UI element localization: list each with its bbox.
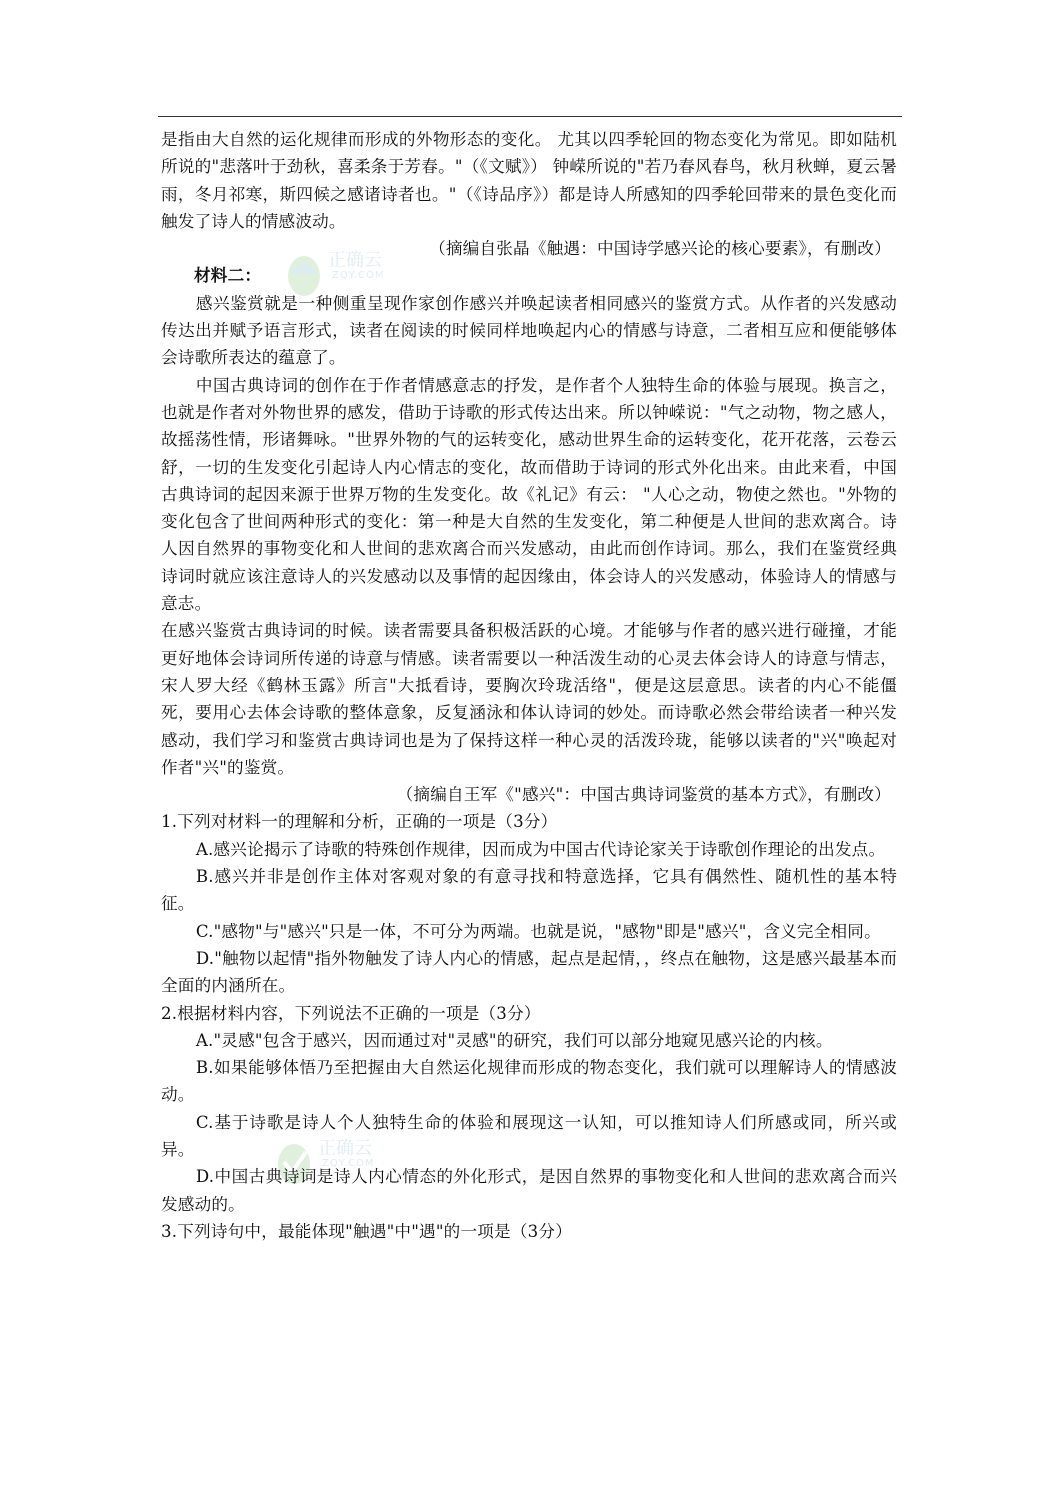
question-1-option-a: A.感兴论揭示了诗歌的特殊创作规律，因而成为中国古代诗论家关于诗歌创作理论的出发点。: [195, 839, 886, 859]
question-2-option-b: B.如果能够体悟乃至把握由大自然运化规律而形成的物态变化，我们就可以理解诗人的情感波动。: [161, 1058, 897, 1105]
material2-source: （摘编自王军《"感兴"：中国古典诗词鉴赏的基本方式》，有删改）: [396, 785, 891, 805]
material2-paragraph: 感兴鉴赏就是一种侧重呈现作家创作感兴并唤起读者相同感兴的鉴赏方式。从作者的兴发感动传达出并赋予语言形式，读者在阅读的时候同样地唤起内心的情感与诗意，二者相互应和便能够体会诗歌所表达的蕴意了。: [161, 293, 897, 368]
material2-paragraph: 在感兴鉴赏古典诗词的时候。读者需要具备积极活跃的心境。才能够与作者的感兴进行碰撞，才能更好地体会诗词所传递的诗意与情感。读者需要以一种活泼生动的心灵去体会诗人的诗意与情志，宋人罗大经《鹤林玉露》所言"大抵看诗，要胸次玲珑活络"，便是这层意思。读者的内心不能僵死，要用心去体会诗歌的整体意象，反复涵泳和体认诗词的妙处。而诗歌必然会带给读者一种兴发感动，我们学习和鉴赏古典诗词也是为了保持这样一种心灵的活泼玲珑，能够以读者的"兴"唤起对作者"兴"的鉴赏。: [161, 621, 897, 777]
question-1-option-c: C."感物"与"感兴"只是一体，不可分为两端。也就是说，"感物"即是"感兴"，含义完全相同。: [195, 921, 881, 941]
material2-paragraph: 中国古典诗词的创作在于作者情感意志的抒发，是作者个人独特生命的体验与展现。换言之，也就是作者对外物世界的感发，借助于诗歌的形式传达出来。所以钟嵘说："气之动物，物之感人，故摇荡性情，形诸舞咏。"世界外物的气的运转变化，感动世界生命的运转变化，花开花落，云卷云舒，一切的生发变化引起诗人内心情志的变化，故而借助于诗词的形式外化出来。由此来看，中国古典诗词的起因来源于世界万物的生发变化。故《礼记》有云： "人心之动，物使之然也。"外物的变化包含了世间两种形式的变化：第一种是大自然的生发变化，第二种便是人世间的悲欢离合。诗人因自然界的事物变化和人世间的悲欢离合而兴发感动，由此而创作诗词。那么，我们在鉴赏经典诗词时就应该注意诗人的兴发感动以及事情的起因缘由，体会诗人的兴发感动，体验诗人的情感与意志。: [161, 375, 897, 614]
watermark-sub: ZQY.COM: [322, 1158, 375, 1169]
material1-paragraph: 是指由大自然的运化规律而形成的外物形态的变化。 尤其以四季轮回的物态变化为常见。即如陆机所说的"悲落叶于劲秋，喜柔条于芳春。"（《文赋》） 钟嵘所说的"若乃春风春鸟，秋月秋蝉，夏云暑雨，冬月祁寒，斯四候之感诸诗者也。"（《诗品序》）都是诗人所感知的四季轮回带来的景色变化而触发了诗人的情感波动。: [161, 130, 897, 231]
watermark-text: 正确云: [328, 250, 382, 271]
watermark-text: 正确云: [318, 1138, 372, 1159]
question-2-option-d: D.中国古典诗词是诗人内心情态的外化形式，是因自然界的事物变化和人世间的悲欢离合而兴发感动的。: [161, 1167, 897, 1214]
question-1-option-d: D."触物以起情"指外物触发了诗人内心的情感，起点是起情，，终点在触物，这是感兴最基本而全面的内涵所在。: [161, 948, 897, 996]
question-2-option-c: C.基于诗歌是诗人个人独特生命的体验和展现这一认知，可以推知诗人们所感或同，所兴或异。: [161, 1112, 897, 1159]
material2-heading: 材料二：: [194, 265, 262, 286]
question-2-stem: 2.根据材料内容，下列说法不正确的一项是（3分）: [161, 1003, 541, 1023]
question-1-option-b: B.感兴并非是创作主体对客观对象的有意寻找和特意选择，它具有偶然性、随机性的基本特征。: [161, 867, 897, 914]
question-2-option-a: A."灵感"包含于感兴，因而通过对"灵感"的研究，我们可以部分地窥见感兴论的内核。: [195, 1030, 833, 1050]
document-body: [161, 126, 897, 1245]
material1-source: （摘编自张晶《触遇：中国诗学感兴论的核心要素》，有删改）: [429, 239, 891, 259]
watermark-sub: ZQY.COM: [332, 270, 385, 281]
question-3-stem: 3.下列诗句中，最能体现"触遇"中"遇"的一项是（3分）: [161, 1221, 572, 1241]
question-1-stem: 1.下列对材料一的理解和分析，正确的一项是（3分）: [161, 812, 558, 832]
header-rule: [158, 116, 902, 117]
